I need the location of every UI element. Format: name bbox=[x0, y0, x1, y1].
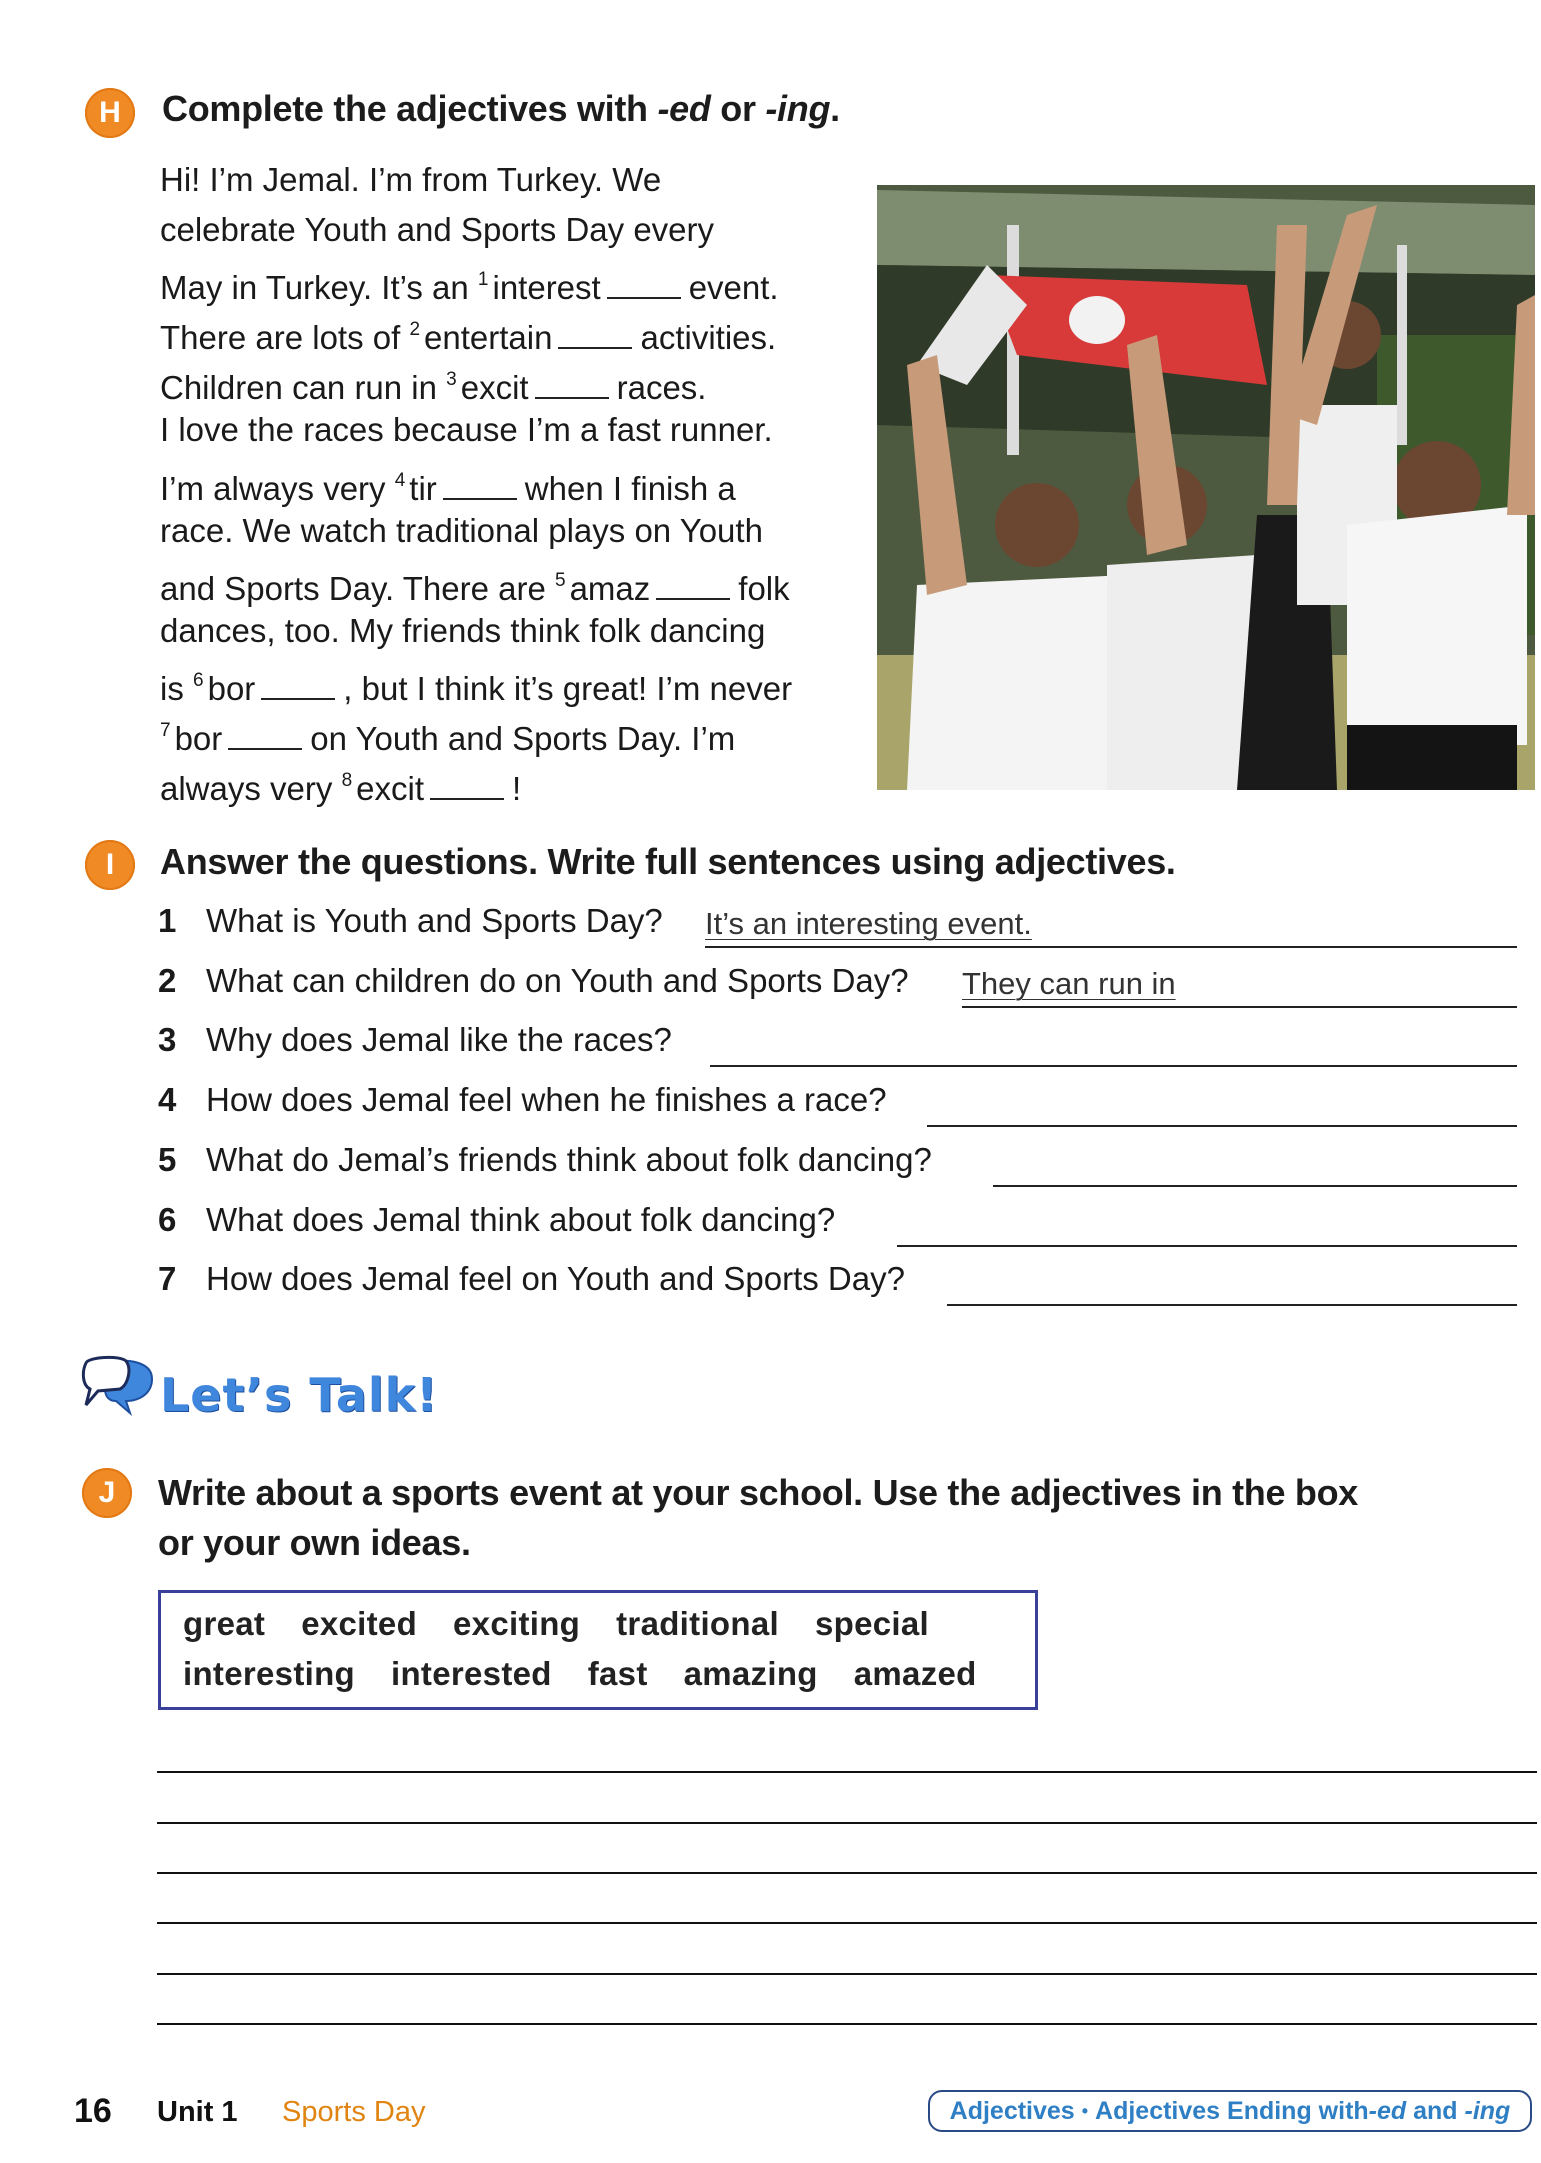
passage-text-segment: I love the races because I’m a fast runner. bbox=[160, 411, 773, 449]
adjective-word: traditional bbox=[616, 1605, 779, 1642]
fill-in-blank[interactable] bbox=[656, 572, 730, 600]
passage-text-segment: celebrate Youth and Sports Day every bbox=[160, 211, 715, 249]
passage-text-segment: event. bbox=[688, 269, 779, 307]
word-stem: entertain bbox=[424, 319, 553, 357]
passage-text-segment: May in Turkey. It’s an bbox=[160, 269, 469, 307]
question-number: 1 bbox=[158, 902, 177, 939]
word-stem: amaz bbox=[569, 569, 651, 607]
passage-text-segment: Hi! I’m Jemal. I’m from Turkey. We bbox=[160, 161, 662, 198]
heading-text: Complete the adjectives with bbox=[162, 88, 658, 129]
adjective-word: interested bbox=[391, 1655, 552, 1692]
writing-line[interactable] bbox=[157, 1771, 1537, 1773]
exercise-badge-i: I bbox=[85, 840, 135, 890]
blank-number: 4 bbox=[394, 469, 406, 491]
passage-text-segment: , but I think it’s great! I’m never bbox=[343, 669, 793, 707]
page-number: 16 bbox=[74, 2092, 112, 2130]
question-number: 3 bbox=[158, 1021, 177, 1058]
speech-bubble-icon bbox=[80, 1355, 160, 1420]
question-item bbox=[158, 1141, 932, 1179]
question-number: 4 bbox=[158, 1081, 177, 1118]
writing-line[interactable] bbox=[157, 1973, 1537, 1975]
passage-line bbox=[160, 255, 860, 305]
fill-in-blank[interactable] bbox=[607, 271, 681, 299]
word-box-row-2 bbox=[183, 1655, 1013, 1693]
photo-illustration bbox=[877, 185, 1535, 790]
passage-text-segment: activities. bbox=[640, 319, 777, 357]
topic-and: and bbox=[1406, 2096, 1465, 2125]
topic-pill bbox=[928, 2090, 1532, 2132]
adjective-word: special bbox=[814, 1605, 929, 1642]
passage-text-segment: race. We watch traditional plays on Youth bbox=[160, 511, 763, 549]
exercise-h-heading bbox=[162, 88, 840, 130]
passage-text-segment: There are lots of bbox=[160, 319, 401, 357]
unit-title: Sports Day bbox=[282, 2096, 426, 2128]
passage-text-segment: on Youth and Sports Day. I’m bbox=[310, 720, 736, 758]
topic-ing: -ing bbox=[1464, 2096, 1511, 2125]
question-text: Why does Jemal like the races? bbox=[206, 1021, 672, 1058]
adjective-word: fast bbox=[587, 1655, 648, 1692]
passage-text-segment: I’m always very bbox=[160, 469, 386, 507]
question-item bbox=[158, 1260, 905, 1298]
writing-line[interactable] bbox=[157, 1872, 1537, 1874]
exercise-badge-h: H bbox=[85, 88, 135, 138]
adjective-word: exciting bbox=[453, 1605, 581, 1642]
topic-prefix: Adjectives bbox=[949, 2096, 1075, 2125]
adjective-word-box bbox=[158, 1590, 1038, 1710]
passage-line bbox=[160, 706, 860, 756]
answer-line[interactable] bbox=[993, 1185, 1517, 1187]
passage-text-segment: dances, too. My friends think folk dancing bbox=[160, 611, 766, 649]
question-number: 2 bbox=[158, 962, 177, 999]
passage-text-segment: folk bbox=[738, 569, 790, 607]
word-stem: bor bbox=[174, 720, 223, 758]
answer-line[interactable] bbox=[897, 1245, 1517, 1247]
passage-line bbox=[160, 355, 860, 405]
lets-talk-title: Let’s Talk! bbox=[160, 1368, 439, 1422]
question-text: What do Jemal’s friends think about folk dancing? bbox=[206, 1141, 932, 1178]
handwritten-answer: They can run in bbox=[962, 966, 1176, 1001]
passage-line bbox=[160, 405, 860, 455]
question-number: 5 bbox=[158, 1141, 177, 1178]
question-text: What does Jemal think about folk dancing? bbox=[206, 1201, 836, 1238]
fill-in-blank[interactable] bbox=[228, 722, 302, 750]
blank-number: 3 bbox=[446, 369, 457, 391]
handwritten-answer: It’s an interesting event. bbox=[705, 906, 1032, 941]
blank-number: 5 bbox=[555, 569, 566, 591]
adjective-word: great bbox=[183, 1605, 266, 1642]
blank-number: 1 bbox=[477, 269, 489, 291]
word-box-row-1 bbox=[183, 1605, 965, 1643]
passage-line bbox=[160, 506, 860, 556]
question-text: How does Jemal feel when he finishes a race? bbox=[206, 1081, 887, 1118]
answer-line[interactable] bbox=[962, 1006, 1517, 1008]
question-number: 7 bbox=[158, 1260, 177, 1297]
blank-number: 7 bbox=[160, 720, 171, 742]
passage-text-segment: Children can run in bbox=[160, 369, 437, 407]
question-text: How does Jemal feel on Youth and Sports Day? bbox=[206, 1260, 905, 1297]
sports-day-photo bbox=[877, 185, 1535, 790]
word-stem: bor bbox=[207, 669, 256, 707]
unit-label: Unit 1 bbox=[157, 2096, 238, 2128]
passage-line bbox=[160, 756, 860, 806]
passage-line bbox=[160, 556, 860, 606]
fill-in-blank[interactable] bbox=[558, 321, 632, 349]
fill-in-blank[interactable] bbox=[430, 772, 504, 800]
blank-number: 8 bbox=[341, 770, 353, 792]
passage-text-segment: is bbox=[160, 669, 184, 707]
exercise-j-heading-line2: or your own ideas. bbox=[158, 1522, 471, 1563]
word-stem: excit bbox=[460, 369, 529, 407]
answer-line[interactable] bbox=[710, 1065, 1517, 1067]
topic-main: Adjectives Ending with bbox=[1095, 2096, 1369, 2125]
passage-text-segment: ! bbox=[512, 770, 522, 808]
word-stem: excit bbox=[356, 770, 424, 808]
passage-text-segment: races. bbox=[616, 369, 707, 407]
fill-in-blank[interactable] bbox=[535, 371, 609, 399]
passage-line bbox=[160, 656, 860, 706]
heading-ing: -ing bbox=[765, 88, 831, 129]
passage-line bbox=[160, 606, 860, 656]
question-number: 6 bbox=[158, 1201, 177, 1238]
passage-text-segment: and Sports Day. There are bbox=[160, 569, 546, 607]
heading-or: or bbox=[710, 88, 766, 129]
answer-line[interactable] bbox=[947, 1304, 1517, 1306]
question-item bbox=[158, 1081, 887, 1119]
exercise-j-heading-line1: Write about a sports event at your school. Use the adjectives in the box bbox=[158, 1472, 1359, 1513]
passage-line bbox=[160, 155, 860, 205]
blank-number: 6 bbox=[193, 669, 204, 691]
exercise-badge-j: J bbox=[82, 1468, 132, 1518]
question-item bbox=[158, 1021, 672, 1059]
writing-line[interactable] bbox=[157, 2023, 1537, 2025]
word-stem: tir bbox=[409, 469, 437, 507]
passage-line bbox=[160, 305, 860, 355]
answer-line[interactable] bbox=[705, 946, 1517, 948]
fill-in-blank[interactable] bbox=[261, 672, 335, 700]
adjective-word: amazing bbox=[683, 1655, 818, 1692]
word-stem: interest bbox=[492, 269, 601, 307]
adjective-word: amazed bbox=[853, 1655, 977, 1692]
question-text: What can children do on Youth and Sports Day? bbox=[206, 962, 909, 999]
passage-text-segment: when I finish a bbox=[524, 469, 736, 507]
heading-end: . bbox=[830, 88, 840, 129]
question-item bbox=[158, 962, 909, 1000]
topic-ed: -ed bbox=[1368, 2096, 1407, 2125]
passage-text bbox=[160, 155, 860, 806]
question-text: What is Youth and Sports Day? bbox=[206, 902, 663, 939]
adjective-word: excited bbox=[301, 1605, 418, 1642]
answer-line[interactable] bbox=[927, 1125, 1517, 1127]
passage-line bbox=[160, 456, 860, 506]
passage-text-segment: always very bbox=[160, 770, 333, 808]
adjective-word: interesting bbox=[183, 1655, 355, 1692]
question-item bbox=[158, 902, 663, 940]
writing-line[interactable] bbox=[157, 1822, 1537, 1824]
blank-number: 2 bbox=[409, 319, 421, 341]
fill-in-blank[interactable] bbox=[443, 472, 517, 500]
writing-line[interactable] bbox=[157, 1922, 1537, 1924]
question-item bbox=[158, 1201, 835, 1239]
passage-line bbox=[160, 205, 860, 255]
topic-separator: • bbox=[1081, 2100, 1089, 2121]
heading-ed: -ed bbox=[657, 88, 711, 129]
exercise-i-heading: Answer the questions. Write full sentences using adjectives. bbox=[160, 841, 1176, 882]
